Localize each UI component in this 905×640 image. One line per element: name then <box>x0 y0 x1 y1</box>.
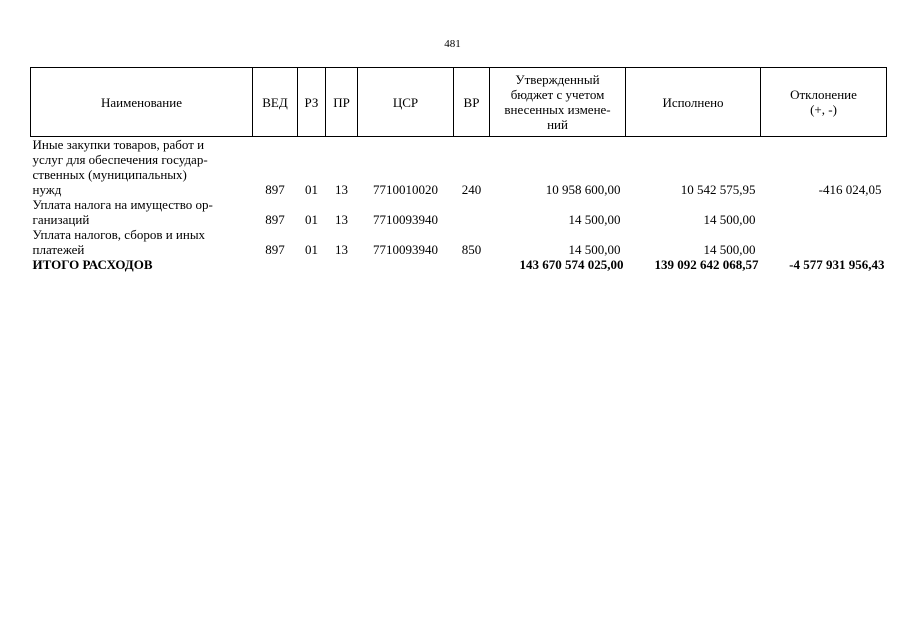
row-approved: 10 958 600,00 <box>545 182 621 197</box>
row-name-line: платежей <box>32 242 85 257</box>
row-name <box>31 227 253 257</box>
row-ved: 897 <box>265 182 285 197</box>
row-name-line: ственных (муниципальных) <box>32 167 187 182</box>
table-row <box>31 227 887 257</box>
table-row <box>31 137 887 198</box>
header-csr: ЦСР <box>358 68 454 137</box>
row-pr: 13 <box>335 242 348 257</box>
header-name: Наименование <box>31 68 253 137</box>
row-name-line: Иные закупки товаров, работ и <box>32 137 205 152</box>
total-empty <box>454 257 490 272</box>
row-ved: 897 <box>265 212 285 227</box>
total-empty <box>298 257 326 272</box>
row-deviation <box>761 227 887 257</box>
page-number: 481 <box>444 38 461 50</box>
row-executed: 10 542 575,95 <box>680 182 756 197</box>
header-vr: ВР <box>454 68 490 137</box>
row-vr: 240 <box>461 182 482 197</box>
header-approved-line: Утвержденный <box>515 72 600 87</box>
row-csr: 7710010020 <box>373 182 438 197</box>
header-rz: РЗ <box>298 68 326 137</box>
header-deviation-line: (+, -) <box>810 102 837 117</box>
row-approved: 14 500,00 <box>568 212 621 227</box>
row-vr: 850 <box>461 242 482 257</box>
header-deviation <box>761 68 887 137</box>
row-name-line: нужд <box>32 182 62 197</box>
row-name <box>31 197 253 227</box>
row-rz: 01 <box>305 212 318 227</box>
row-ved: 897 <box>265 242 285 257</box>
header-approved-line: бюджет с учетом <box>510 87 605 102</box>
row-name-line: ганизаций <box>32 212 90 227</box>
header-approved <box>490 68 626 137</box>
total-approved: 143 670 574 025,00 <box>519 257 624 272</box>
row-approved: 14 500,00 <box>568 242 621 257</box>
total-row <box>31 257 887 272</box>
header-row <box>31 68 887 137</box>
row-name-line: услуг для обеспечения государ- <box>32 152 208 167</box>
expenditure-table <box>30 67 887 272</box>
row-name <box>31 137 253 198</box>
total-executed: 139 092 642 068,57 <box>654 257 759 272</box>
total-empty <box>253 257 298 272</box>
row-vr <box>454 197 490 227</box>
row-name-line: Уплата налога на имущество ор- <box>32 197 213 212</box>
header-executed: Исполнено <box>626 68 761 137</box>
row-executed: 14 500,00 <box>703 242 756 257</box>
total-deviation: -4 577 931 956,43 <box>789 257 885 272</box>
header-pr: ПР <box>326 68 358 137</box>
total-label: ИТОГО РАСХОДОВ <box>32 257 153 272</box>
row-pr: 13 <box>335 182 348 197</box>
row-csr: 7710093940 <box>373 212 438 227</box>
row-executed: 14 500,00 <box>703 212 756 227</box>
row-pr: 13 <box>335 212 348 227</box>
header-ved: ВЕД <box>253 68 298 137</box>
row-rz: 01 <box>305 242 318 257</box>
total-empty <box>358 257 454 272</box>
header-deviation-line: Отклонение <box>790 87 857 102</box>
row-deviation <box>761 197 887 227</box>
total-empty <box>326 257 358 272</box>
table-row <box>31 197 887 227</box>
row-deviation: -416 024,05 <box>818 182 882 197</box>
header-approved-line: внесенных измене- <box>504 102 611 117</box>
row-csr: 7710093940 <box>373 242 438 257</box>
header-approved-line: ний <box>547 117 568 132</box>
row-rz: 01 <box>305 182 318 197</box>
row-name-line: Уплата налогов, сборов и иных <box>32 227 206 242</box>
